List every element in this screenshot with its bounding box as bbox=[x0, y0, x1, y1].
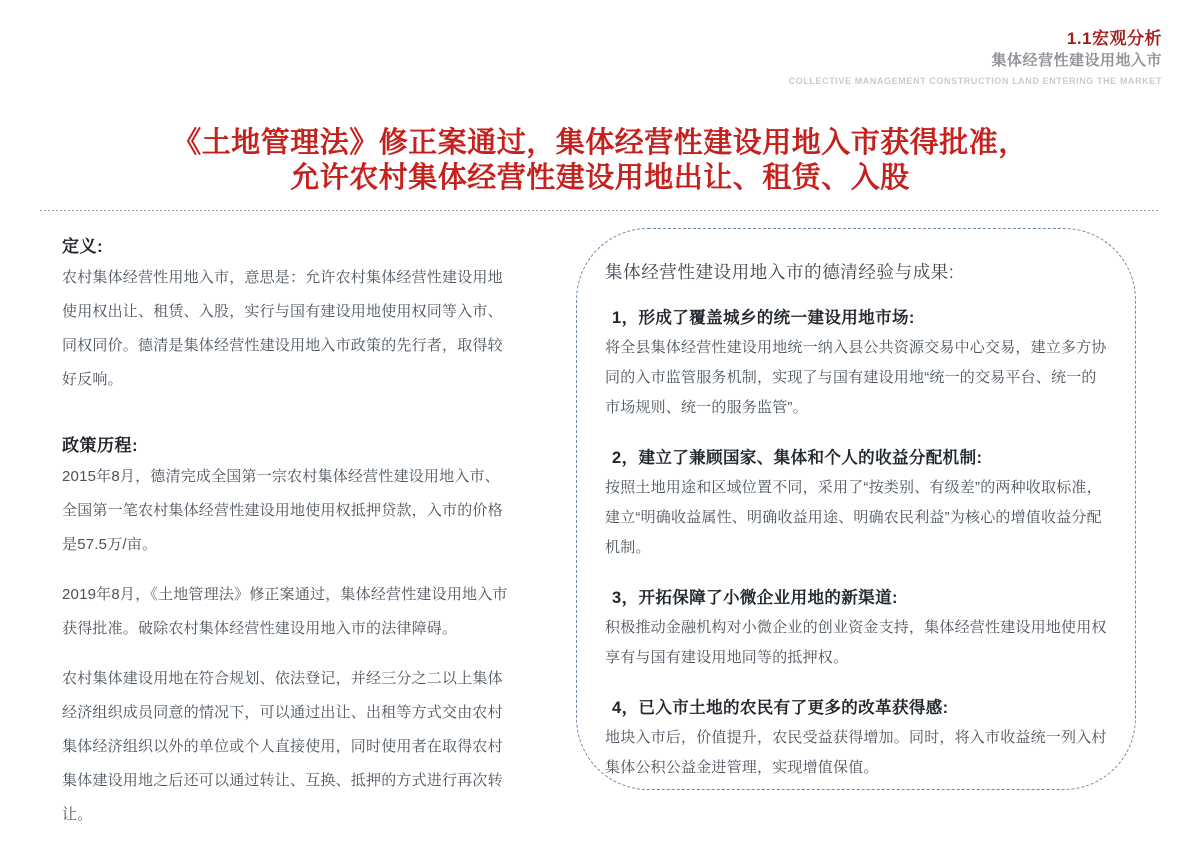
experience-item-heading: 3，开拓保障了小微企业用地的新渠道: bbox=[612, 589, 898, 607]
experience-item-2 bbox=[605, 444, 1107, 563]
left-column bbox=[62, 232, 514, 832]
experience-item-heading: 1，形成了覆盖城乡的统一建设用地市场: bbox=[612, 309, 915, 327]
definition-heading: 定义: bbox=[62, 237, 104, 256]
header-subtitle-en: COLLECTIVE MANAGEMENT CONSTRUCTION LAND ENTERING THE MARKET bbox=[788, 76, 1162, 86]
experience-box-title: 集体经营性建设用地入市的德清经验与成果: bbox=[605, 262, 955, 282]
policy-paragraph: 2015年8月，德清完成全国第一宗农村集体经营性建设用地入市、全国第一笔农村集体经营性建设用地使用权抵押贷款，入市的价格是57.5万/亩。 bbox=[62, 468, 503, 553]
dashed-divider bbox=[40, 210, 1160, 212]
experience-item-body: 积极推动金融机构对小微企业的创业资金支持，集体经营性建设用地使用权享有与国有建设用地同等的抵押权。 bbox=[605, 619, 1107, 666]
experience-item-body: 地块入市后，价值提升，农民受益获得增加。同时，将入市收益统一列入村集体公积公益金进管理，实现增值保值。 bbox=[605, 729, 1107, 776]
policy-paragraph: 2019年8月，《土地管理法》修正案通过，集体经营性建设用地入市获得批准。破除农村集体经营性建设用地入市的法律障碍。 bbox=[62, 586, 508, 637]
experience-box bbox=[576, 228, 1136, 790]
page-title bbox=[0, 126, 1200, 196]
definition-body: 农村集体经营性用地入市，意思是：允许农村集体经营性建设用地使用权出让、租赁、入股，实行与国有建设用地使用权同等入市、同权同价。德清是集体经营性建设用地入市政策的先行者，取得较好反响。 bbox=[62, 269, 503, 388]
experience-item-heading: 4，已入市土地的农民有了更多的改革获得感: bbox=[612, 699, 949, 717]
policy-paragraph: 农村集体建设用地在符合规划、依法登记，并经三分之二以上集体经济组织成员同意的情况下，可以通过出让、出租等方式交由农村集体经济组织以外的单位或个人直接使用，同时使用者在取得农村集体建设用地之后还可以通过转让、互换、抵押的方式进行再次转让。 bbox=[62, 670, 503, 823]
experience-item-3 bbox=[605, 584, 1107, 673]
experience-item-heading: 2，建立了兼顾国家、集体和个人的收益分配机制: bbox=[612, 449, 983, 467]
page-header bbox=[789, 28, 1162, 87]
experience-item-1 bbox=[605, 304, 1107, 423]
experience-item-4 bbox=[605, 694, 1107, 783]
section-label: 1.1宏观分析 bbox=[1066, 29, 1162, 48]
header-subtitle: 集体经营性建设用地入市 bbox=[991, 52, 1162, 70]
experience-item-body: 按照土地用途和区域位置不同，采用了“按类别、有级差”的两种收取标准，建立“明确收益属性、明确收益用途、明确农民利益”为核心的增值收益分配机制。 bbox=[605, 479, 1102, 556]
section-gap bbox=[62, 397, 514, 431]
policy-heading: 政策历程: bbox=[62, 436, 139, 455]
page-title-line1: 《土地管理法》修正案通过，集体经营性建设用地入市获得批准， bbox=[172, 127, 1028, 159]
experience-item-body: 将全县集体经营性建设用地统一纳入县公共资源交易中心交易，建立多方协同的入市监管服务机制，实现了与国有建设用地“统一的交易平台、统一的市场规则、统一的服务监管”。 bbox=[605, 339, 1107, 416]
page-title-line2: 允许农村集体经营性建设用地出让、租赁、入股 bbox=[290, 162, 910, 194]
